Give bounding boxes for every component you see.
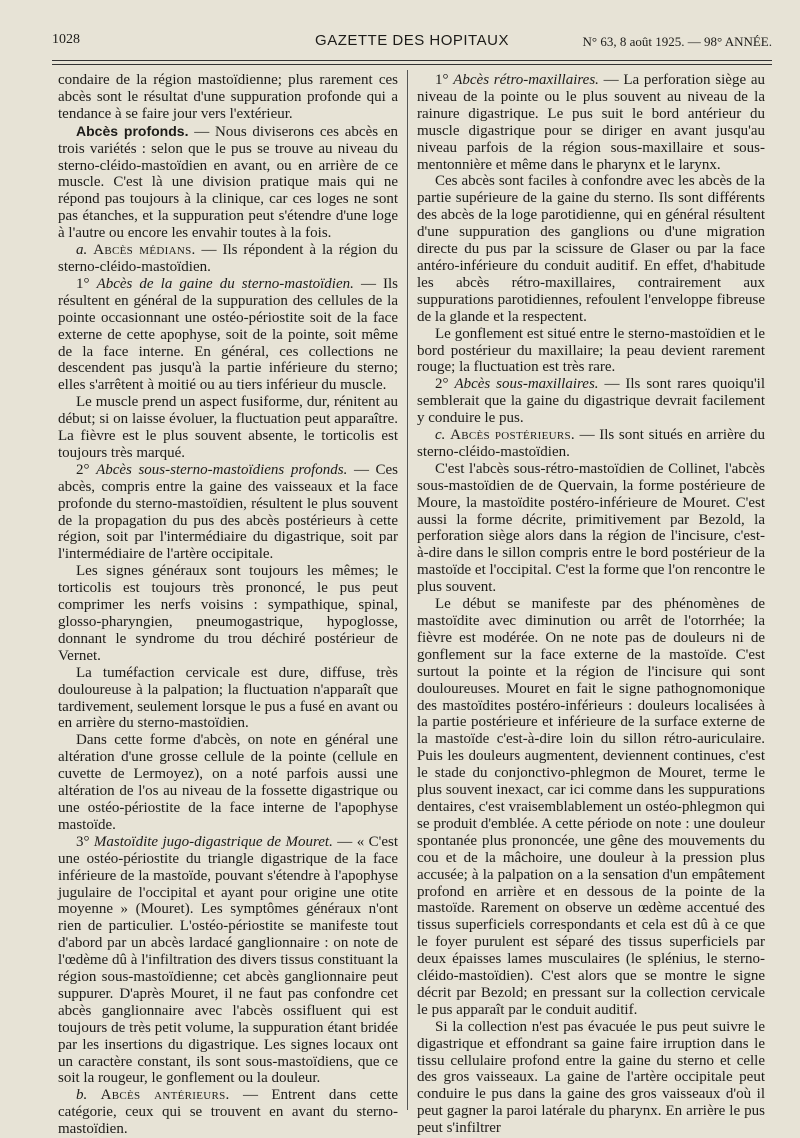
section-label: c. (435, 427, 446, 444)
paragraph: Le gonflement est situé entre le sterno-mastoïdien et le bord postérieur du maxillaire; la peau devient rarement rouge; la fluctuation est très rare. (417, 325, 765, 376)
subsection-heading: Abcès antérieurs. (100, 1087, 230, 1104)
paragraph: Ces abcès sont faciles à confondre avec les abcès de la partie supérieure de la gaine du sterno. Ils sont différents des abcès de la loge parotidienne, qui en général résultent d'une suppuration des ganglions ou d'une migration directe du pus par la scissure de Glaser ou par la face antéro-inférieure du conduit auditif. En effet, d'habitude les abcès rétro-maxillaires, contrairement aux suppurations parotidiennes, refoulent l'enveloppe fibreuse de la glande et la respectent. (417, 173, 765, 325)
section-label: a. (76, 242, 88, 259)
section-heading: Abcès profonds. (76, 122, 189, 139)
journal-title: GAZETTE DES HOPITAUX (315, 32, 509, 49)
subsection-heading: Abcès postérieurs. (450, 427, 575, 444)
column-divider (407, 70, 408, 1110)
paragraph: 3° Mastoïdite jugo-digastrique de Mouret. — « C'est une ostéo-périostite du triangle digastrique de la face inférieure de la mastoïde, pouvant s'étendre à l'apophyse jugulaire de l'occipital et ayant pour origine une otite moyenne » (Mouret). Les symptômes généraux n'ont rien de particulier. L'ostéo-périostite se manifeste tout d'abord par un abcès lardacé ganglionnaire : on note de l'œdème dû à l'infiltration des divers tissus constituant la région sous-mastoïdienne; cet abcès ganglionnaire peut suppurer. D'après Mouret, il ne faut pas confondre cet abcès ganglionnaire avec l'abcès ossifluent qui est toujours de très petit volume, la suppuration étant bridée par les insertions du digastrique. Les signes locaux ont un caractère constant, ils sont sous-mastoïdiens, que ce soit la rougeur, le gonflement ou la douleur. (58, 833, 398, 1087)
paragraph: 2° Abcès sous-maxillaires. — Ils sont rares quoiqu'il semblerait que la gaine du digastrique devrait facilement y conduire le pus. (417, 376, 766, 427)
paragraph: b. Abcès antérieurs. — Entrent dans cette catégorie, ceux qui se trouvent en avant du sterno-mastoïdien. (58, 1087, 398, 1138)
paragraph: condaire de la région mastoïdienne; plus rarement ces abcès sont le résultat d'une suppuration profonde qui a tendance à se faire jour vers l'extérieur. (58, 72, 398, 122)
paragraph: 1° Abcès rétro-maxillaires. — La perforation siège au niveau de la pointe ou le plus souvent au niveau de la rainure digastrique. Le pus suit le bord antérieur du muscle digastrique pour se diriger en avant jusqu'au niveau parfois de la région sous-maxillaire et sous-mentonnière et même dans le pharynx et le larynx. (417, 72, 765, 173)
section-label: b. (76, 1087, 88, 1104)
paragraph: Le muscle prend un aspect fusiforme, dur, rénitent au début; si on laisse évoluer, la fluctuation peut apparaître. La fièvre est le plus souvent absente, le torticolis est toujours très marqué. (58, 394, 398, 461)
paragraph: c. Abcès postérieurs. — Ils sont situés en arrière du sterno-cléido-mastoïdien. (417, 427, 765, 460)
left-column (58, 72, 398, 1138)
item-title: Abcès sous-maxillaires. (454, 376, 599, 393)
right-column (417, 72, 765, 1137)
header-rule-top (52, 60, 772, 61)
paragraph: Le début se manifeste par des phénomènes de mastoïdite avec diminution ou arrêt de l'otorrhée; la fièvre est modérée. On ne note pas de douleurs ni de gonflement sur la face externe de la mastoïde. C'est surtout la pointe et la région de l'incisure qui sont douloureuses. Mouret en fait le signe pathognomonique des mastoïdites postéro-inférieurs : douleurs localisées à la partie postérieure et inférieure de la surface externe de la mastoïde c'est-à-dire loin du sillon rétro-auriculaire. Puis les douleurs augmentent, deviennent continues, c'est le stade du conjonctivo-phlegmon de Mouret, terme le plus souvent inexact, car ici comme dans les suppurations dentaires, c'est vraisemblablement un ostéo-phlegmon qui se produit d'emblée. A cette période on note : une douleur spontanée plus prononcée, une gêne des mouvements du cou et de la mâchoire, une douleur à la pression plus accusée; à la palpation on a la sensation d'un empâtement profond en arrière et en dessous de la pointe de la mastoïde. Rarement on observe un œdème accentué des tissus superficiels correspondants et cela est dû à ce que le foyer purulent est séparé des tissus superficiels par deux épaisses lames musculaires (le splénius, le sterno-cléido-mastoïdien). C'est alors que se montre le signe décrit par Bezold; en pressant sur la collection cervicale le pus apparaît par le conduit auditif. (417, 596, 765, 1018)
item-title: Mastoïdite jugo-digastrique de Mouret. (93, 833, 333, 850)
paragraph: C'est l'abcès sous-rétro-mastoïdien de Collinet, l'abcès sous-mastoïdien de de Quervain, la forme postérieure de Moure, la mastoïdite postéro-inférieure de Mouret. C'est aussi la forme décrite, primitivement par Bezold, la perforation siège alors dans la région de l'incisure, c'est-à-dire dans le sillon compris entre le bord postérieur de la mastoïde et l'occipital. C'est la forme que l'on rencontre le plus souvent. (417, 460, 765, 596)
item-title: Abcès sous-sterno-mastoïdiens profonds. (96, 461, 348, 478)
paragraph: Dans cette forme d'abcès, on note en général une altération d'une grosse cellule de la pointe (cellule en cuvette de Lermoyez), on a noté parfois aussi une altération de l'os au niveau de la fossette digastrique ou une ostéo-périostite de la face interne de l'apophyse mastoïde. (58, 732, 398, 833)
page-number: 1028 (52, 32, 80, 47)
item-title: Abcès rétro-maxillaires. (453, 72, 599, 88)
paragraph: 2° Abcès sous-sterno-mastoïdiens profonds. — Ces abcès, compris entre la gaine des vaisseaux et la face profonde du sterno-mastoïdien, résultent le plus souvent de la propagation du pus des abcès postérieurs à cette région, soit par l'intermédiaire du digastrique, soit par l'intermédiaire de l'artère occipitale. (58, 461, 398, 563)
issue-info: N° 63, 8 août 1925. — 98° ANNÉE. (582, 34, 772, 49)
subsection-heading: Abcès médians. (93, 242, 196, 259)
header-rule-bottom (52, 64, 772, 65)
page-header (52, 26, 772, 56)
paragraph: La tuméfaction cervicale est dure, diffuse, très douloureuse à la palpation; la fluctuation n'apparaît que tardivement, seulement lorsque le pus a fusé en avant ou en arrière du sterno-mastoïdien. (58, 664, 398, 732)
paragraph: a. Abcès médians. — Ils répondent à la région du sterno-cléido-mastoïdien. (58, 242, 399, 275)
paragraph: Si la collection n'est pas évacuée le pus peut suivre le digastrique et effondrant sa gaine faire irruption dans le tissu cellulaire profond entre la gaine du sterno et celle des gros vaisseaux. La gaine de l'artère occipitale peut conduire le pus dans la gaine des gros vaisseaux d'où il peut gagner la paroi latérale du pharynx. En arrière le pus peut s'infiltrer (417, 1018, 765, 1137)
paragraph: Abcès profonds. — Nous diviserons ces abcès en trois variétés : selon que le pus se trouve au niveau du sterno-cléido-mastoïdien en avant, ou en arrière de ce muscle. C'est là une division pratique mais qui ne répond pas toujours à la clinique, car ces loges ne sont pas étanches, et la suppuration peut s'étendre d'une loge à l'autre ou encore les envahir toutes à la fois. (58, 122, 398, 242)
paragraph: 1° Abcès de la gaine du sterno-mastoïdien. — Ils résultent en général de la suppuration des cellules de la pointe occasionnant une ostéo-périostite soit de la face externe de cette apophyse, soit de la pointe, soit même de la face interne. En général, ces collections ne descendent pas jusqu'à la partie inférieure du sterno; elles s'arrêtent à moitié ou au tiers inférieur du muscle. (58, 275, 399, 394)
item-title: Abcès de la gaine du sterno-mastoïdien. (96, 275, 354, 292)
paragraph: Les signes généraux sont toujours les mêmes; le torticolis est toujours très prononcé, le pus peut comprimer les nerfs voisins : sympathique, spinal, glosso-pharyngien, pneumogastrique, hypoglosse, donnant le syndrome du trou déchiré postérieur de Vernet. (58, 563, 398, 664)
